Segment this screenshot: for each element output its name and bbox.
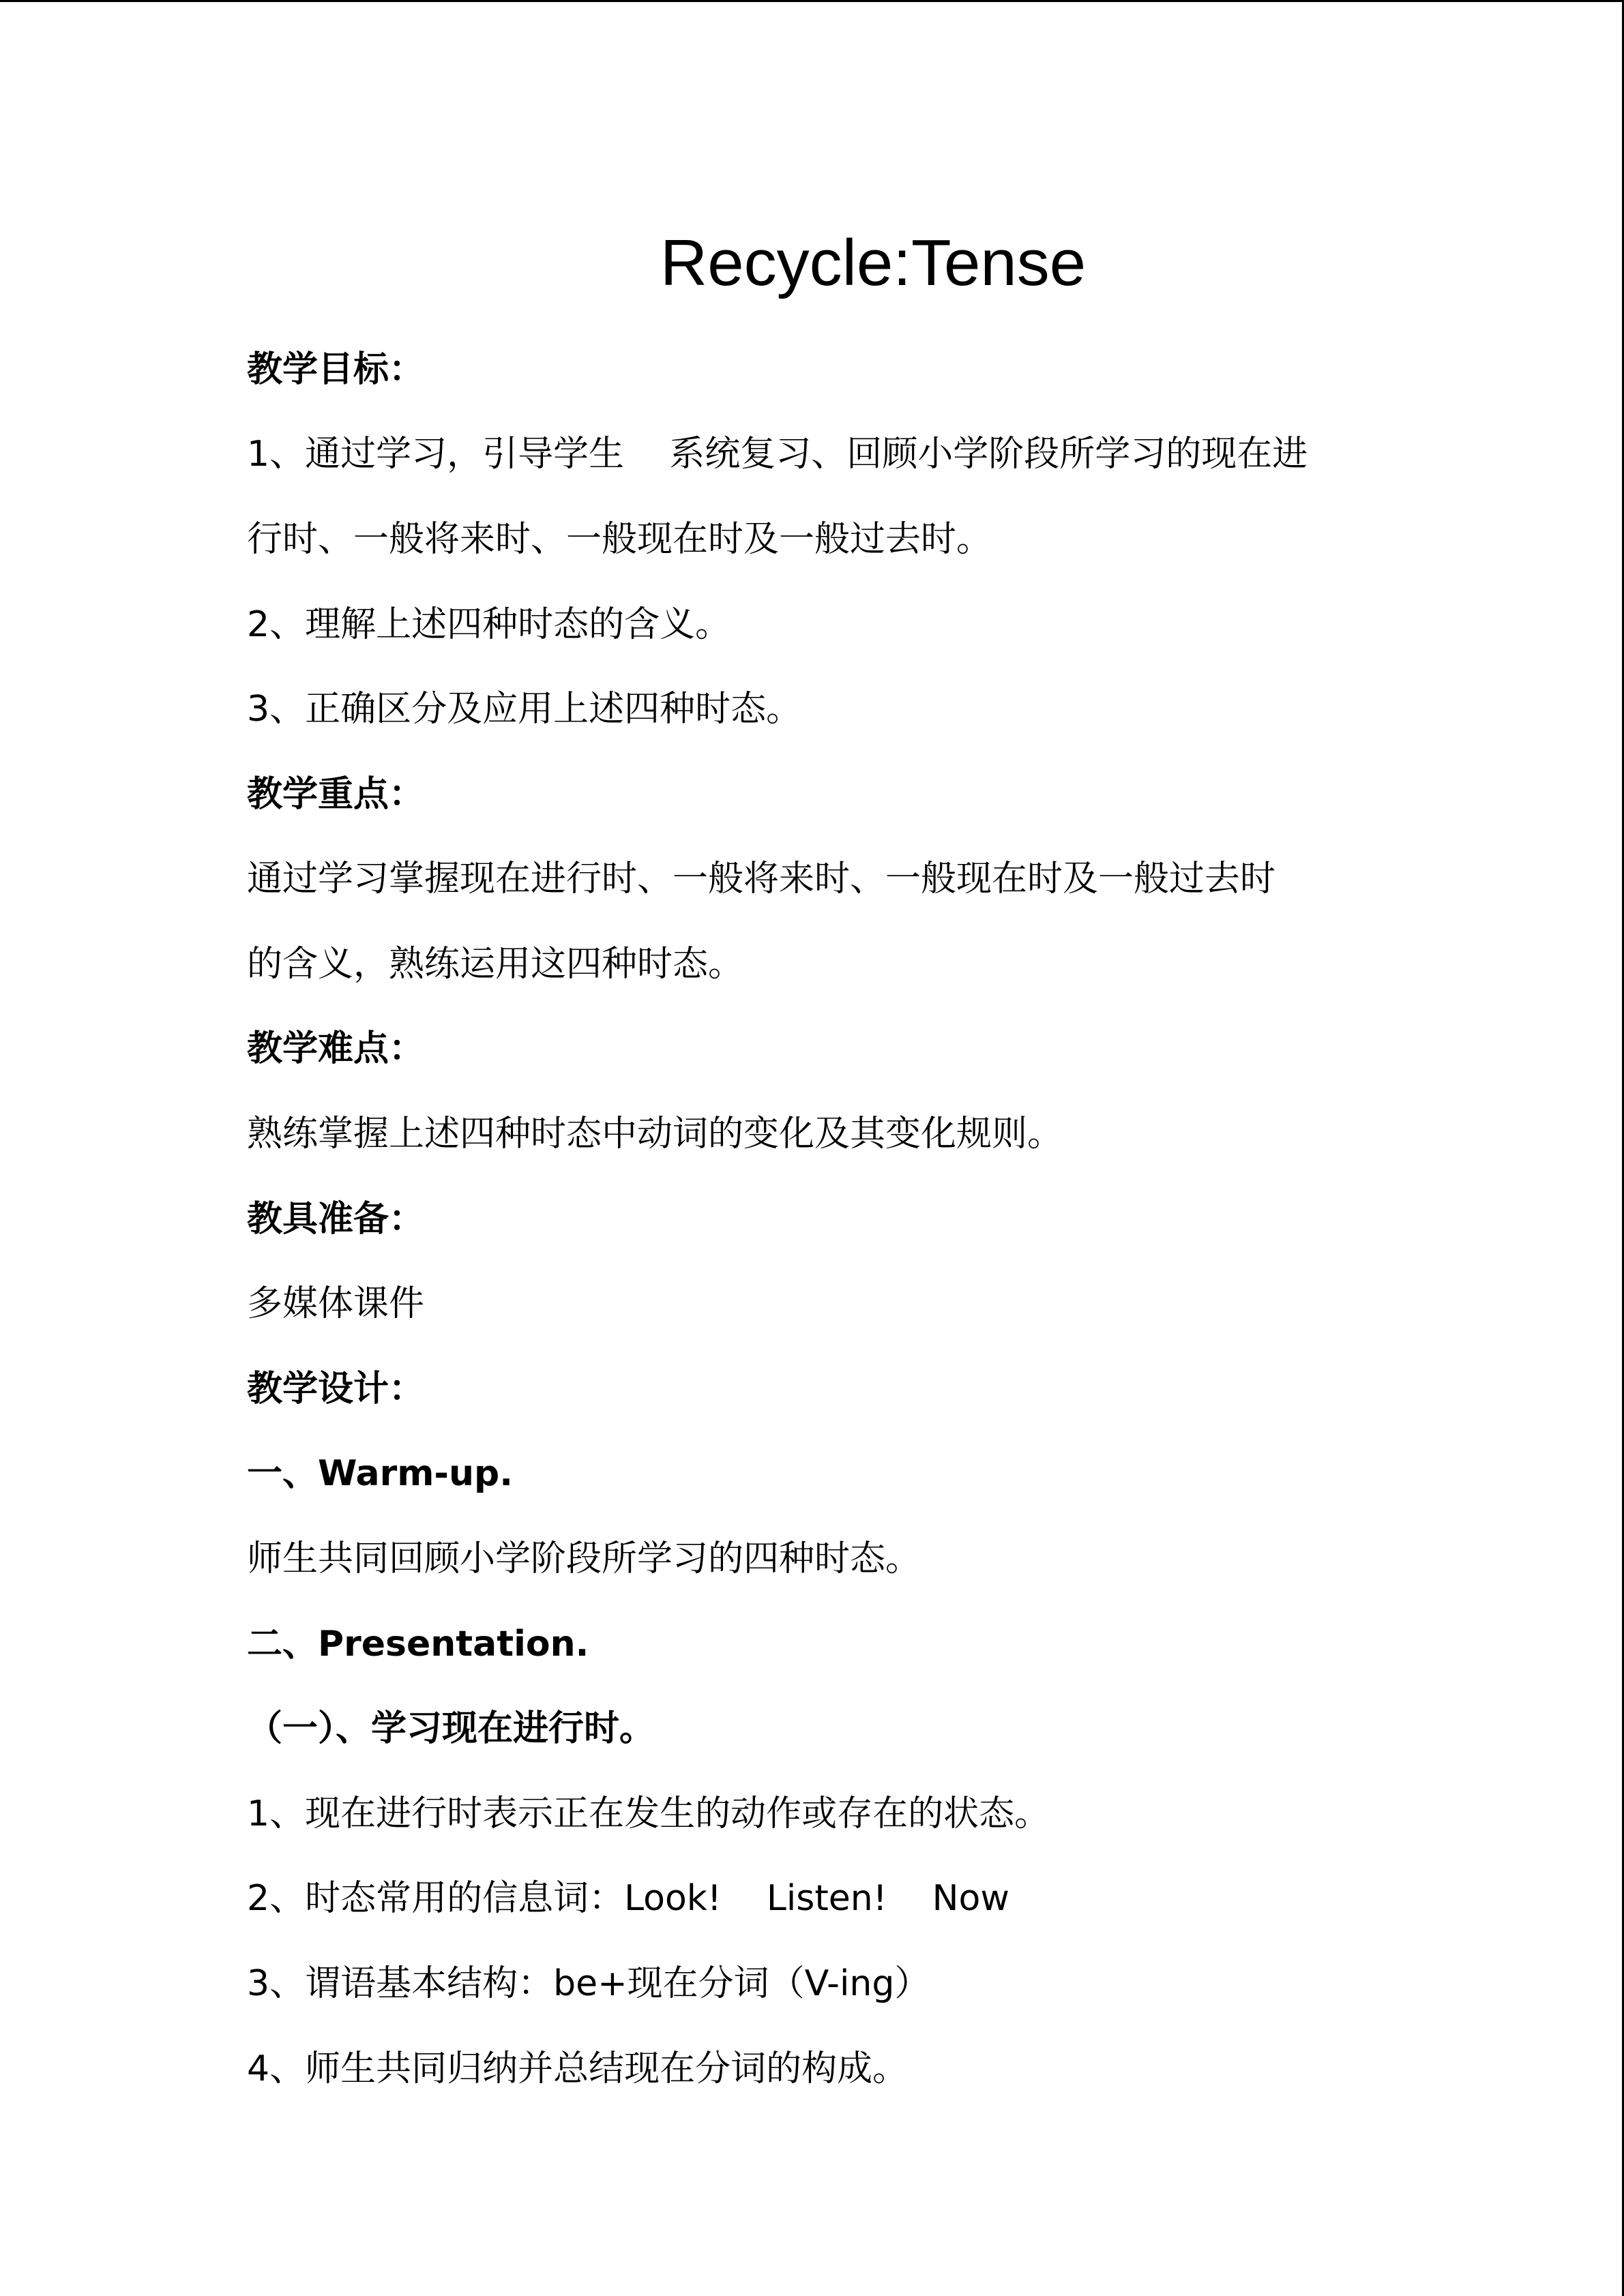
difficulties-text: 熟练掌握上述四种时态中动词的变化及其变化规则。	[247, 1114, 1063, 1154]
teaching-aids-text: 多媒体课件	[247, 1283, 425, 1324]
objective-1-line-1: 1、通过学习，引导学生 系统复习、回顾小学阶段所学习的现在进	[247, 434, 1308, 475]
key-points-line-1: 通过学习掌握现在进行时、一般将来时、一般现在时及一般过去时	[247, 859, 1276, 899]
heading-teaching-design: 教学设计：	[247, 1369, 425, 1410]
section-presentation: 二、Presentation.	[247, 1624, 589, 1665]
warm-up-text: 师生共同回顾小学阶段所学习的四种时态。	[247, 1538, 921, 1579]
key-points-line-2: 的含义，熟练运用这四种时态。	[247, 944, 744, 985]
heading-teaching-objectives: 教学目标：	[247, 349, 425, 390]
heading-key-points: 教学重点：	[247, 774, 425, 815]
point-1: 1、现在进行时表示正在发生的动作或存在的状态。	[247, 1793, 1050, 1834]
point-3: 3、谓语基本结构：be+现在分词（V-ing）	[247, 1963, 930, 2004]
point-4: 4、师生共同归纳并总结现在分词的构成。	[247, 2048, 909, 2089]
point-2: 2、时态常用的信息词：Look! Listen! Now	[247, 1878, 1009, 1919]
objective-3: 3、正确区分及应用上述四种时态。	[247, 689, 802, 730]
section-warm-up: 一、Warm-up.	[247, 1453, 514, 1494]
document-title: Recycle:Tense	[660, 226, 1087, 299]
subsection-present-continuous: （一）、学习现在进行时。	[247, 1708, 655, 1749]
heading-difficulties: 教学难点：	[247, 1028, 425, 1069]
heading-teaching-aids: 教具准备：	[247, 1199, 425, 1240]
objective-1-line-2: 行时、一般将来时、一般现在时及一般过去时。	[247, 519, 992, 560]
objective-2: 2、理解上述四种时态的含义。	[247, 604, 731, 645]
